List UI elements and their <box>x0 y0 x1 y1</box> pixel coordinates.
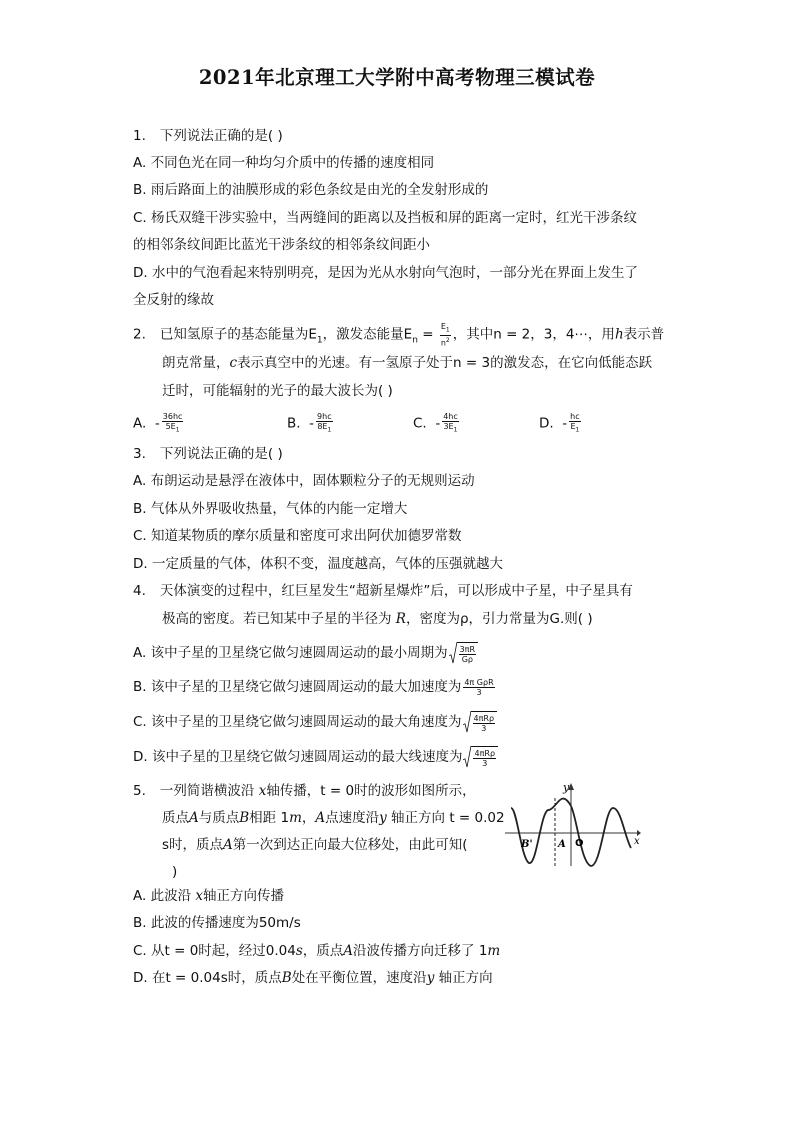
q5-var-a: A <box>315 810 326 826</box>
q5-text: 轴传播，t = 0时的波形如图所示， <box>266 783 476 799</box>
q4-text: 极高的密度。若已知某中子星的半径为 <box>162 611 396 627</box>
frac-den-sub: 1 <box>575 426 580 434</box>
q2-text: 朗克常量， <box>162 355 230 371</box>
frac-num: 3πR <box>459 644 476 654</box>
q5-text: 轴正方向 t = 0.02 <box>386 810 505 826</box>
q4-option-d <box>133 746 498 768</box>
q1-option-d-line2: 全反射的缘故 <box>133 292 214 308</box>
q4-option-text: C. 该中子星的卫星绕它做匀速圆周运动的最大角速度为 <box>133 714 462 730</box>
option-fraction <box>162 412 184 435</box>
frac-den-sup: 2 <box>445 336 450 344</box>
q5-text: 相距 1 <box>249 810 290 826</box>
q2-sub: n <box>412 335 418 346</box>
q4-option-text: D. 该中子星的卫星绕它做匀速圆周运动的最大线速度为 <box>133 749 463 765</box>
frac-den: 3 <box>481 723 487 733</box>
q5-text: 处在平衡位置，速度沿 <box>291 970 427 986</box>
option-fraction <box>316 412 333 435</box>
q4-var-r: R <box>395 611 406 627</box>
frac-num: 4πRρ <box>473 713 495 723</box>
frac-den-sub: 1 <box>453 426 458 434</box>
q5-var-x: x <box>195 888 203 904</box>
option-fraction <box>569 412 580 435</box>
q5-stem-line4: ) <box>172 864 178 880</box>
q2-option-c <box>413 412 461 435</box>
q2-text: 表示真空中的光速。有一氢原子处于n = 3的激发态，在它向低能态跃 <box>237 355 653 371</box>
q5-stem-line3 <box>162 835 468 855</box>
q4-number: 4. <box>133 583 146 599</box>
q5-var-a: A <box>343 943 354 959</box>
q5-text: ， <box>301 810 316 826</box>
sqrt-fraction <box>473 714 496 733</box>
q2-var-h: h <box>614 326 624 343</box>
minus: - <box>309 415 315 432</box>
q5-text: 轴正方向传播 <box>203 888 284 904</box>
frac-num: E <box>440 322 446 331</box>
q1-number: 1. <box>133 128 146 144</box>
frac-num: 9hc <box>317 412 332 421</box>
radical-sign-icon <box>463 746 471 768</box>
q3-stem-line <box>133 444 283 464</box>
q2-text: 表示普 <box>623 326 665 343</box>
q5-option-a <box>133 886 284 906</box>
q5-text: 点速度沿 <box>325 810 380 826</box>
q3-number: 3. <box>133 446 146 462</box>
q2-option-a <box>133 412 185 435</box>
q5-var-x: x <box>258 783 267 799</box>
q5-stem-line2 <box>162 808 505 828</box>
q1-option-d-line1: D. 水中的气泡看起来特别明亮，是因为光从水射向气泡时，一部分光在界面上发生了 <box>133 265 638 281</box>
q5-text: 第一次到达正向最大位移处，由此可知( <box>232 837 468 853</box>
option-fraction <box>442 412 459 435</box>
q4-option-text: A. 该中子星的卫星绕它做匀速圆周运动的最小周期为 <box>133 645 448 661</box>
page-title: 2021年北京理工大学附中高考物理三模试卷 <box>198 66 596 89</box>
frac-den: 5E <box>165 422 176 431</box>
q4-option-b <box>133 677 497 697</box>
q2-stem-line3: 迁时，可能辐射的光子的最大波长为( ) <box>162 383 393 399</box>
frac-den-sub: 1 <box>175 426 180 434</box>
q5-var-y: y <box>426 970 435 986</box>
q2-option-b <box>287 412 335 435</box>
origin-label: O <box>575 838 584 849</box>
frac-den: Gρ <box>461 654 473 664</box>
q3-option-d: D. 一定质量的气体，体积不变，温度越高，气体的压强就越大 <box>133 556 503 572</box>
sqrt-expression <box>463 746 498 768</box>
q3-stem: 下列说法正确的是( ) <box>159 446 283 462</box>
frac-den: 3 <box>476 687 482 697</box>
frac-num-sub: 1 <box>445 326 450 334</box>
q4-stem-line1 <box>133 581 633 601</box>
q4-option-text: B. 该中子星的卫星绕它做匀速圆周运动的最大加速度为 <box>133 679 462 695</box>
frac-den: 8E <box>317 422 328 431</box>
q5-text: 与质点 <box>198 810 240 826</box>
sqrt-expression <box>463 711 498 733</box>
q5-text: s时，质点 <box>162 837 224 853</box>
q2-stem-line1 <box>133 322 664 350</box>
q1-option-c-line2: 的相邻条纹间距比蓝光干涉条纹的相邻条纹间距小 <box>133 237 430 253</box>
q5-option-d <box>133 968 493 988</box>
minus: - <box>562 415 568 432</box>
q3-option-a: A. 布朗运动是悬浮在液体中，固体颗粒分子的无规则运动 <box>133 473 475 489</box>
q5-var-y: y <box>379 810 387 826</box>
minus: - <box>435 415 441 432</box>
sqrt-fraction <box>459 645 476 664</box>
q5-text: 沿波传播方向迁移了 1 <box>353 943 488 959</box>
option-label: C. <box>413 415 427 432</box>
option-label: B. <box>287 415 301 432</box>
frac-den: 3E <box>443 422 454 431</box>
frac-num: 4π GρR <box>464 677 494 687</box>
q2-text: = <box>417 326 438 343</box>
q5-text: C. 从t = 0时起，经过0.04 <box>133 943 296 959</box>
frac-den-sub: 1 <box>327 426 332 434</box>
q5-option-b: B. 此波的传播速度为50m/s <box>133 915 301 931</box>
q5-number: 5. <box>133 783 146 799</box>
q5-text: A. 此波沿 <box>133 888 196 904</box>
q1-option-b: B. 雨后路面上的油膜形成的彩色条纹是由光的全发射形成的 <box>133 182 489 198</box>
q1-option-c-line1: C. 杨氏双缝干涉实验中，当两缝间的距离以及挡板和屏的距离一定时，红光干涉条纹 <box>133 210 638 226</box>
energy-fraction <box>440 322 451 347</box>
q5-text: ，质点 <box>302 943 344 959</box>
q3-option-c: C. 知道某物质的摩尔质量和密度可求出阿伏加德罗常数 <box>133 528 462 544</box>
frac-num: hc <box>570 412 580 421</box>
q2-option-d <box>539 412 583 435</box>
option-label: D. <box>539 415 554 432</box>
accel-fraction <box>463 678 494 697</box>
minus: - <box>154 415 160 432</box>
x-axis-label: x <box>634 836 640 847</box>
sqrt-fraction <box>473 749 496 768</box>
q5-var-s: s <box>295 943 303 959</box>
point-a-label: A <box>558 839 566 850</box>
radical-sign-icon <box>463 711 471 733</box>
q2-stem-line2 <box>162 353 652 373</box>
frac-den: n <box>440 338 446 348</box>
q1-option-a: A. 不同色光在同一种均匀介质中的传播的速度相同 <box>133 155 435 171</box>
q5-stem-line1 <box>133 781 476 801</box>
q4-option-c <box>133 711 497 733</box>
q5-text: 一列简谐横波沿 <box>159 783 259 799</box>
y-axis-label: y <box>563 781 570 794</box>
q2-text: ，其中n = 2，3，4⋯，用 <box>452 326 615 343</box>
q2-sub: 1 <box>316 335 323 346</box>
q5-var-m: m <box>289 810 302 826</box>
sqrt-expression <box>449 642 478 664</box>
q5-option-c <box>133 941 500 961</box>
option-label: A. <box>133 415 147 432</box>
q5-text: D. 在t = 0.04s时，质点 <box>133 970 282 986</box>
q2-text: ，激发态能量E <box>322 326 413 343</box>
q2-text: 已知氢原子的基态能量为E <box>159 326 317 343</box>
wave-figure <box>503 778 641 870</box>
q4-text: 天体演变的过程中，红巨星发生“超新星爆炸”后，可以形成中子星，中子星具有 <box>159 583 633 599</box>
q5-text: 质点 <box>162 810 189 826</box>
q4-text: ，密度为ρ，引力常量为G.则( ) <box>405 611 593 627</box>
frac-den: 3 <box>482 758 488 768</box>
q4-stem-line2 <box>162 609 593 629</box>
q5-var-b: B <box>281 970 292 986</box>
q5-var-a: A <box>223 837 233 853</box>
point-b-label: B' <box>521 839 533 850</box>
q5-var-b: B <box>239 810 250 826</box>
q1-stem-line <box>133 126 283 146</box>
q1-stem: 下列说法正确的是( ) <box>159 128 283 144</box>
q2-var-c: c <box>229 355 238 371</box>
q5-var-a: A <box>189 810 199 826</box>
frac-num: 36hc <box>162 412 183 421</box>
frac-den: E <box>570 422 576 431</box>
frac-num: 4πRρ <box>474 748 496 758</box>
q2-number: 2. <box>133 326 146 343</box>
frac-num: 4hc <box>443 412 458 421</box>
radical-sign-icon <box>449 642 457 664</box>
q5-text: 轴正方向 <box>434 970 493 986</box>
q3-option-b: B. 气体从外界吸收热量，气体的内能一定增大 <box>133 501 408 517</box>
q5-var-m: m <box>487 943 501 959</box>
q4-option-a <box>133 642 478 664</box>
